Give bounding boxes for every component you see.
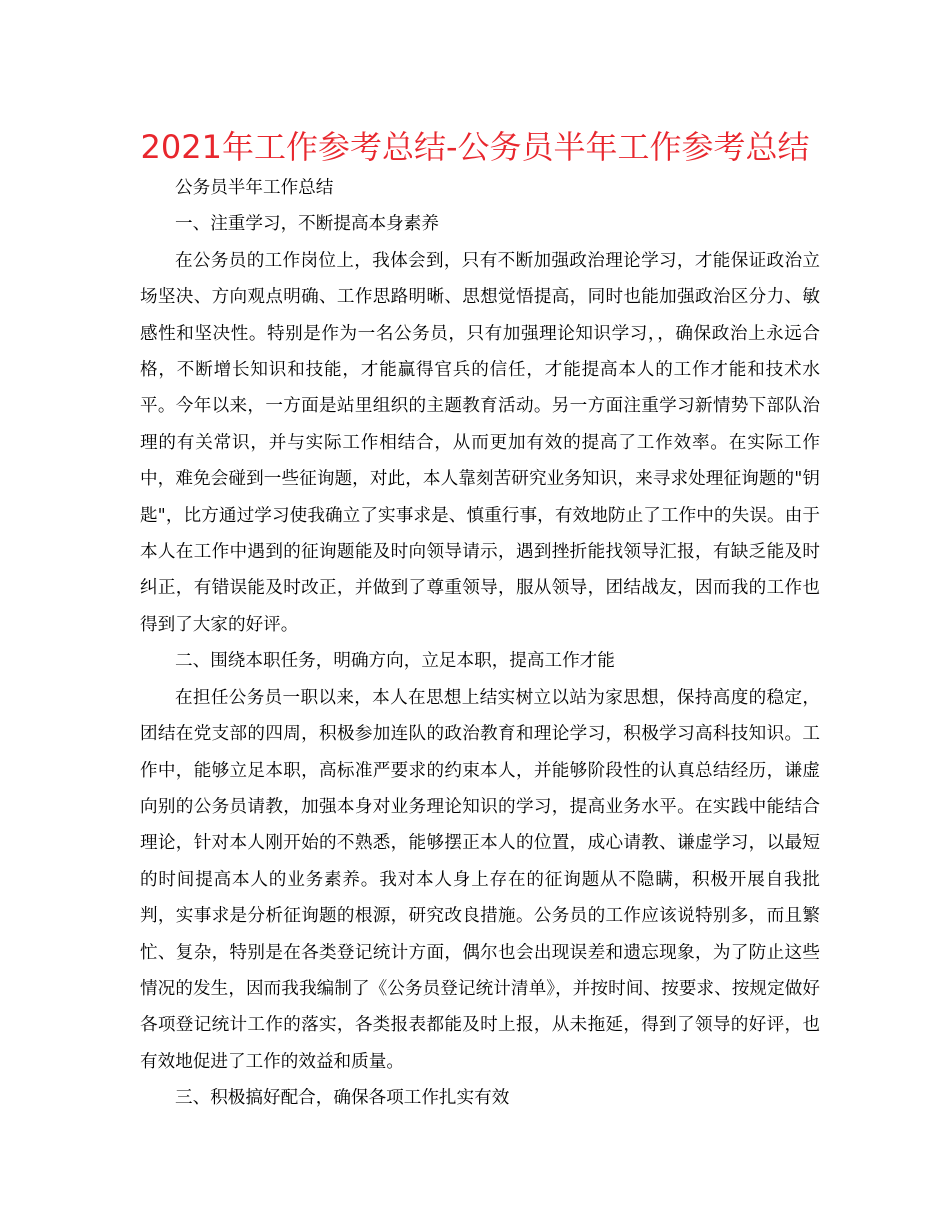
section-paragraph-2: 在担任公务员一职以来，本人在思想上结实树立以站为家思想，保持高度的稳定，团结在党支部的四周，积极参加连队的政治教育和理论学习，积极学习高科技知识。工作中，能够立足本职，高标准严要求的约束本人，并能够阶段性的认真总结经历，谦虚向别的公务员请教，加强本身对业务理论知识的学习，提高业务水平。在实践中能结合理论，针对本人刚开始的不熟悉，能够摆正本人的位置，成心请教、谦虚学习，以最短的时间提高本人的业务素养。我对本人身上存在的征询题从不隐瞒，积极开展自我批判，实事求是分析征询题的根源，研究改良措施。公务员的工作应该说特别多，而且繁忙、复杂，特别是在各类登记统计方面，偶尔也会出现误差和遗忘现象，为了防止这些情况的发生，因而我我编制了《公务员登记统计清单》，并按时间、按要求、按规定做好各项登记统计工作的落实，各类报表都能及时上报，从未拖延，得到了领导的好评，也有效地促进了工作的效益和质量。 bbox=[140, 687, 820, 1072]
section-heading-1: 一、注重学习，不断提高本身素养 bbox=[175, 214, 439, 235]
document-body bbox=[140, 170, 820, 1117]
section-heading-2: 二、围绕本职任务，明确方向，立足本职，提高工作才能 bbox=[175, 651, 615, 672]
document-subtitle: 公务员半年工作总结 bbox=[175, 178, 334, 198]
document-title: 2021年工作参考总结-公务员半年工作参考总结 bbox=[140, 128, 810, 166]
section-heading-3: 三、积极搞好配合，确保各项工作扎实有效 bbox=[175, 1088, 510, 1109]
section-paragraph-1: 在公务员的工作岗位上，我体会到，只有不断加强政治理论学习，才能保证政治立场坚决、方向观点明确、工作思路明晰、思想觉悟提高，同时也能加强政治区分力、敏感性和坚决性。特别是作为一名公务员，只有加强理论知识学习，，确保政治上永远合格，不断增长知识和技能，才能赢得官兵的信任，才能提高本人的工作才能和技术水平。今年以来，一方面是站里组织的主题教育活动。另一方面注重学习新情势下部队治理的有关常识，并与实际工作相结合，从而更加有效的提高了工作效率。在实际工作中，难免会碰到一些征询题，对此，本人靠刻苦研究业务知识，来寻求处理征询题的"钥匙"，比方通过学习使我确立了实事求是、慎重行事，有效地防止了工作中的失误。由于本人在工作中遇到的征询题能及时向领导请示，遇到挫折能找领导汇报，有缺乏能及时纠正，有错误能及时改正，并做到了尊重领导，服从领导，团结战友，因而我的工作也得到了大家的好评。 bbox=[140, 250, 820, 635]
